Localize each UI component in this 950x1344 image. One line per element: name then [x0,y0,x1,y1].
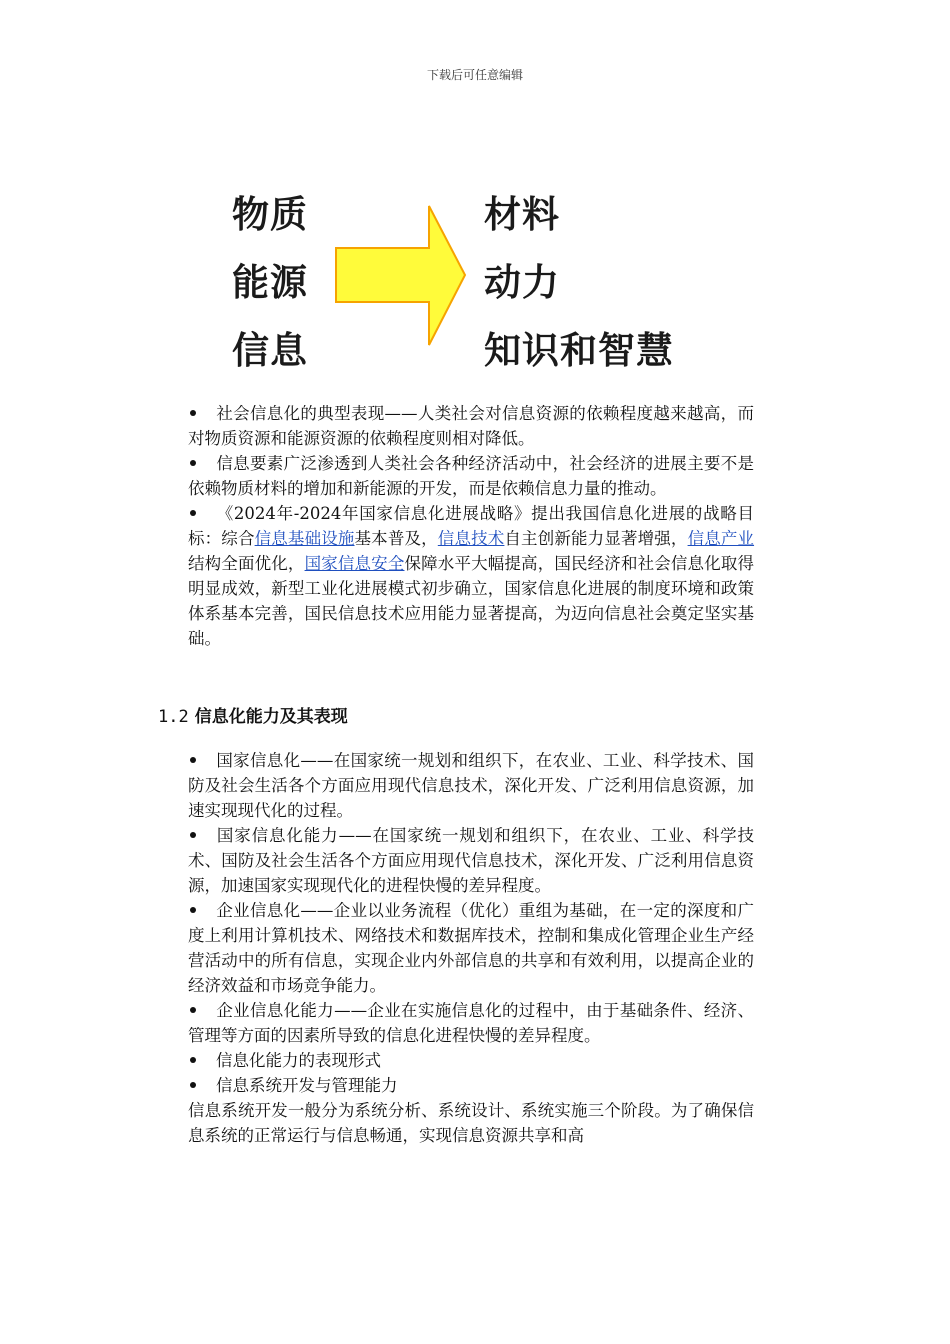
right-arrow-icon [333,203,468,348]
figure-right-word-2: 动力 [484,261,560,304]
page-header: 下载后可任意编辑 [426,68,523,82]
bullet-item [188,823,754,898]
bullet-icon [188,1073,216,1098]
section-title: 信息化能力及其表现 [194,707,348,727]
bullet-icon [188,823,216,848]
figure-right-word-3: 知识和智慧 [484,329,674,372]
concept-figure [228,178,698,372]
bullet-icon [188,1048,216,1073]
figure-right-word-1: 材料 [484,193,560,236]
section-number: 1.2 [158,707,189,727]
bullet-item [188,401,754,451]
bullet-item [188,451,754,501]
figure-left-word-2: 能源 [232,261,308,304]
section1-bullets [188,401,754,651]
link-national-info-security[interactable]: 国家信息安全 [304,554,405,573]
section2-bullets [188,748,754,1148]
bullet-text: 保障水平大幅提高，国民经济和社会信息化取得明显成效，新型工业化进展模式初步确立，国家信息化进展的制度环境和政策体系基本完善，国民信息技术应用能力显著提高，为迈向信息社会奠定坚实基础。 [188,554,755,648]
bullet-icon [188,451,216,476]
bullet-text: 自主创新能力显著增强， [504,529,688,548]
bullet-item [188,1048,754,1073]
bullet-icon [188,898,216,923]
bullet-icon [188,401,216,426]
bullet-item [188,501,754,651]
bullet-text: 企业信息化能力——企业在实施信息化的过程中，由于基础条件、经济、管理等方面的因素所导致的信息化进程快慢的差异程度。 [188,1001,754,1045]
bullet-text: 国家信息化能力——在国家统一规划和组织下，在农业、工业、科学技术、国防及社会生活各个方面应用现代信息技术，深化开发、广泛利用信息资源，加速国家实现现代化的进程快慢的差异程度。 [188,826,754,895]
bullet-item [188,748,754,823]
bullet-icon [188,501,216,526]
bullet-item [188,1073,754,1098]
bullet-icon [188,998,216,1023]
link-info-industry[interactable]: 信息产业 [687,529,755,548]
bullet-icon [188,748,216,773]
bullet-text: 国家信息化——在国家统一规划和组织下，在农业、工业、科学技术、国防及社会生活各个方面应用现代信息技术，深化开发、广泛利用信息资源，加速实现现代化的过程。 [188,751,754,820]
body-paragraph: 信息系统开发一般分为系统分析、系统设计、系统实施三个阶段。为了确保信息系统的正常运行与信息畅通，实现信息资源共享和高 [188,1101,754,1145]
link-info-infrastructure[interactable]: 信息基础设施 [254,529,355,548]
section-heading [158,702,348,727]
figure-left-word-3: 信息 [232,329,308,372]
link-info-technology[interactable]: 信息技术 [437,529,505,548]
bullet-text: 信息系统开发与管理能力 [216,1076,398,1095]
bullet-text: 社会信息化的典型表现——人类社会对信息资源的依赖程度越来越高，而对物质资源和能源资源的依赖程度则相对降低。 [188,404,754,448]
bullet-text: 基本普及， [354,529,438,548]
bullet-text: 信息要素广泛渗透到人类社会各种经济活动中，社会经济的进展主要不是依赖物质材料的增加和新能源的开发，而是依赖信息力量的推动。 [188,454,754,498]
bullet-item [188,898,754,998]
bullet-text: 信息化能力的表现形式 [216,1051,381,1070]
bullet-text: 《2024年-2024年国家信息化进展战略》提出我国信息化进展的战略目标：综合 [188,504,754,548]
bullet-text: 企业信息化——企业以业务流程（优化）重组为基础，在一定的深度和广度上利用计算机技术、网络技术和数据库技术，控制和集成化管理企业生产经营活动中的所有信息，实现企业内外部信息的共享和有效利用，以提高企业的经济效益和市场竞争能力。 [188,901,754,995]
figure-left-word-1: 物质 [232,193,308,236]
bullet-item [188,998,754,1048]
bullet-text: 结构全面优化， [188,554,305,573]
